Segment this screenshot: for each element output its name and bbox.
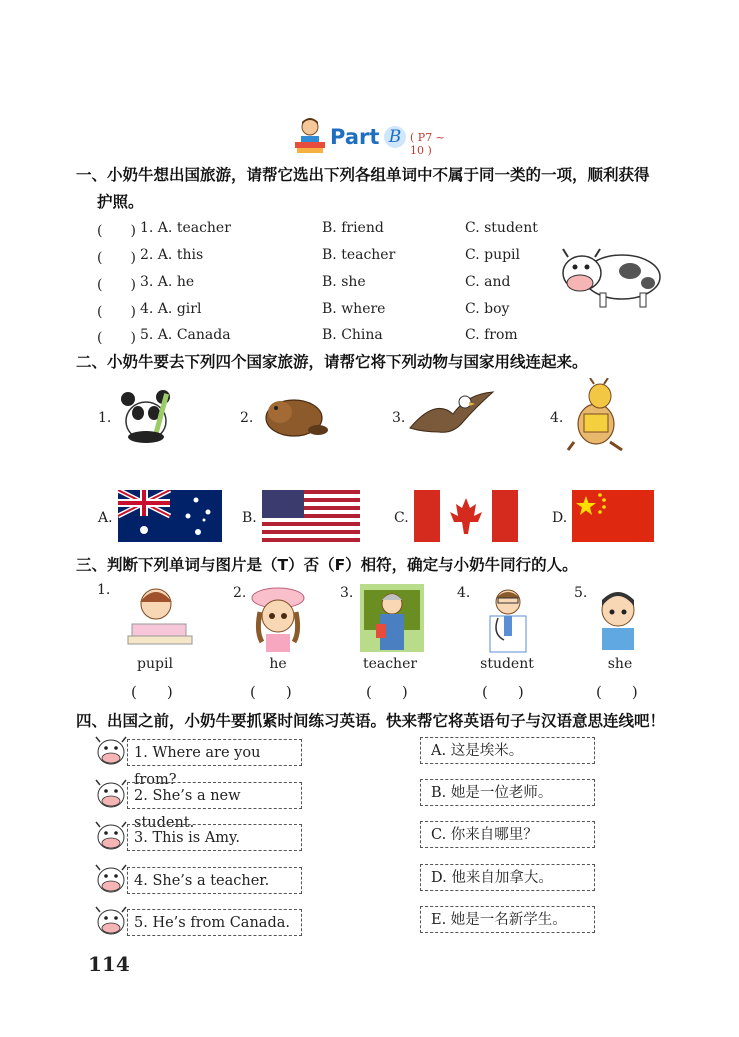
girl-hat-illustration — [248, 582, 308, 654]
option-a: 4. A. girl — [140, 301, 202, 317]
section2-title: 二、小奶牛要去下列四个国家旅游，请帮它将下列动物与国家用线连起来。 — [76, 353, 588, 371]
answer-paren[interactable]: ( ) — [97, 304, 136, 320]
pic-num-3: 3. — [340, 585, 354, 601]
option-c: C. student — [465, 220, 538, 236]
beaver-icon — [258, 392, 328, 440]
option-a: 2. A. this — [140, 247, 204, 263]
page-number: 114 — [88, 952, 130, 976]
animal-num-1: 1. — [98, 410, 112, 426]
answer-paren-4[interactable]: ( ) — [482, 683, 524, 701]
pic-num-5: 5. — [574, 585, 588, 601]
chinese-meaning-a[interactable]: A. 这是埃米。 — [420, 737, 595, 764]
question-row-4 — [97, 301, 547, 323]
option-c: C. pupil — [465, 247, 521, 263]
reading-boy-icon — [292, 116, 328, 156]
girl-writing-illustration — [118, 580, 200, 650]
option-b: B. where — [322, 301, 386, 317]
flag-letter-c: C. — [394, 510, 409, 526]
section3-title: 三、判断下列单词与图片是（T）否（F）相符，确定与小奶牛同行的人。 — [76, 556, 578, 574]
china-flag-icon — [572, 490, 654, 542]
chinese-meaning-b[interactable]: B. 她是一位老师。 — [420, 779, 595, 806]
answer-paren-5[interactable]: ( ) — [596, 683, 638, 701]
question-row-1 — [97, 220, 547, 242]
option-c: C. and — [465, 274, 511, 290]
english-sentence-4[interactable]: 4. She’s a teacher. — [127, 867, 302, 894]
english-sentence-3[interactable]: 3. This is Amy. — [127, 824, 302, 851]
section4-title: 四、出国之前，小奶牛要抓紧时间练习英语。快来帮它将英语句子与汉语意思连线吧！ — [76, 712, 666, 730]
part-letter-badge: B — [384, 126, 406, 148]
part-label: Part — [330, 125, 380, 149]
option-c: C. from — [465, 327, 518, 343]
answer-paren[interactable]: ( ) — [97, 330, 136, 346]
answer-paren[interactable]: ( ) — [97, 277, 136, 293]
question-row-5 — [97, 327, 547, 349]
option-b: B. she — [322, 274, 366, 290]
pic-num-4: 4. — [457, 585, 471, 601]
cow-head-icon — [94, 864, 128, 896]
question-row-3 — [97, 274, 547, 296]
flag-letter-a: A. — [98, 510, 113, 526]
canada-flag-icon — [414, 490, 518, 542]
english-sentence-1[interactable]: 1. Where are you from? — [127, 739, 302, 766]
option-a: 3. A. he — [140, 274, 195, 290]
cow-head-icon — [94, 906, 128, 938]
cow-illustration — [560, 243, 664, 311]
chinese-meaning-c[interactable]: C. 你来自哪里？ — [420, 821, 595, 848]
word-4: student — [480, 656, 534, 672]
word-1: pupil — [137, 656, 173, 672]
australia-flag-icon — [118, 490, 222, 542]
answer-paren[interactable]: ( ) — [97, 250, 136, 266]
pic-num-1: 1. — [97, 582, 111, 598]
answer-paren-3[interactable]: ( ) — [366, 683, 408, 701]
answer-paren[interactable]: ( ) — [97, 223, 136, 239]
cow-head-icon — [94, 779, 128, 811]
flag-letter-b: B. — [242, 510, 257, 526]
eagle-icon — [405, 388, 497, 444]
word-2: he — [269, 656, 287, 672]
option-c: C. boy — [465, 301, 510, 317]
option-a: 1. A. teacher — [140, 220, 231, 236]
flag-letter-d: D. — [552, 510, 568, 526]
option-a: 5. A. Canada — [140, 327, 231, 343]
section1-title-cont: 护照。 — [97, 193, 144, 211]
animal-num-3: 3. — [392, 410, 406, 426]
word-5: she — [607, 656, 633, 672]
part-pages: ( P7 ~ 10 ) — [410, 131, 445, 157]
boy-illustration — [590, 586, 646, 652]
english-sentence-2[interactable]: 2. She’s a new student. — [127, 782, 302, 809]
chinese-meaning-e[interactable]: E. 她是一名新学生。 — [420, 906, 595, 933]
kangaroo-icon — [566, 378, 628, 454]
option-b: B. friend — [322, 220, 384, 236]
answer-paren-1[interactable]: ( ) — [131, 683, 173, 701]
usa-flag-icon — [262, 490, 360, 542]
section1-title: 一、小奶牛想出国旅游，请帮它选出下列各组单词中不属于同一类的一项，顺利获得 — [76, 166, 650, 184]
option-b: B. China — [322, 327, 383, 343]
word-3: teacher — [362, 656, 418, 672]
cow-head-icon — [94, 821, 128, 853]
option-b: B. teacher — [322, 247, 396, 263]
chinese-meaning-d[interactable]: D. 他来自加拿大。 — [420, 864, 595, 891]
question-row-2 — [97, 247, 547, 269]
pic-num-2: 2. — [233, 585, 247, 601]
cow-head-icon — [94, 736, 128, 768]
teacher-illustration — [360, 584, 424, 652]
answer-paren-2[interactable]: ( ) — [250, 683, 292, 701]
panda-icon — [115, 385, 177, 445]
animal-num-4: 4. — [550, 410, 564, 426]
animal-num-2: 2. — [240, 410, 254, 426]
part-header — [292, 116, 462, 156]
english-sentence-5[interactable]: 5. He’s from Canada. — [127, 909, 302, 936]
doctor-illustration — [476, 584, 538, 654]
